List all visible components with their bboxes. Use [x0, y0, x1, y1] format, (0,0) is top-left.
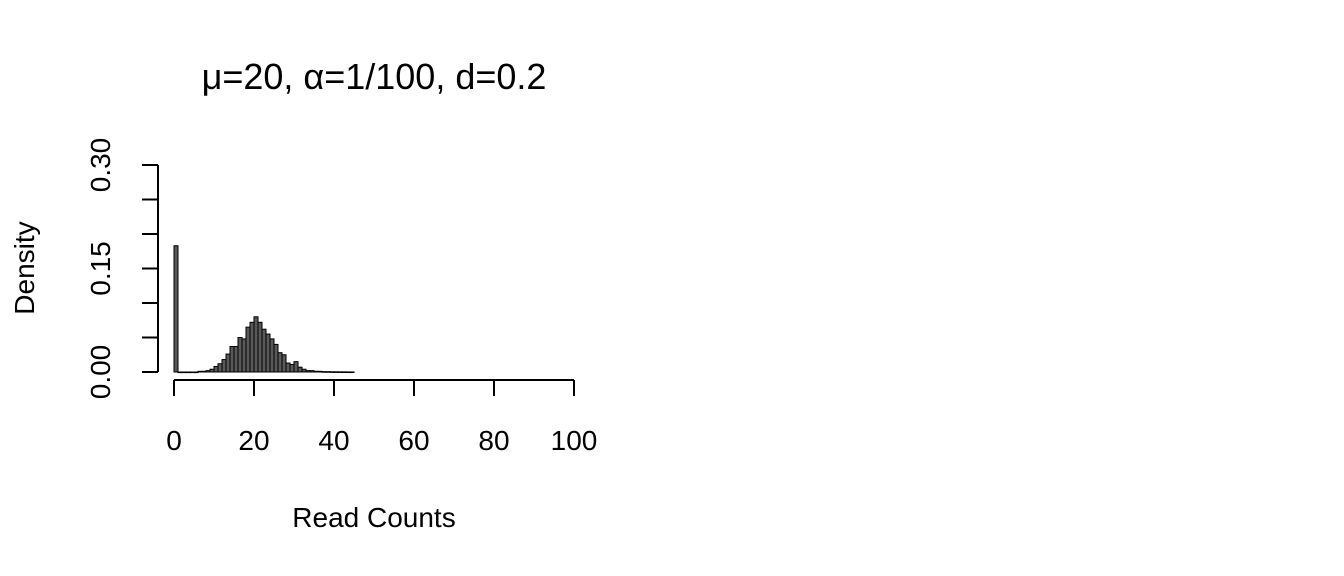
histogram-bar [210, 369, 214, 372]
y-axis [85, 138, 158, 400]
histogram-bar [282, 355, 286, 372]
histogram-bar [206, 371, 210, 372]
histogram-bar [334, 372, 338, 373]
histogram-bar [222, 360, 226, 372]
x-tick-label: 80 [478, 425, 510, 456]
histogram-bar [242, 339, 246, 372]
histogram-bar [254, 317, 258, 372]
histogram-bar [322, 372, 326, 373]
histogram-bar [338, 372, 342, 373]
y-tick-label: 0.15 [85, 241, 116, 296]
histogram-bar [174, 246, 178, 372]
histogram-bar [302, 369, 306, 372]
histogram-bar [346, 372, 350, 373]
histogram-bar [198, 371, 202, 372]
histogram-bar [238, 338, 242, 373]
histogram-bar [186, 372, 190, 373]
histogram-bar [218, 364, 222, 372]
x-tick-label: 100 [550, 425, 598, 456]
histogram-bar [306, 371, 310, 372]
histogram-bar [314, 371, 318, 372]
y-axis-label: Density [9, 221, 40, 315]
histogram-bar [350, 372, 354, 373]
histogram-bar [342, 372, 346, 373]
x-tick-label: 0 [166, 425, 182, 456]
histogram-bar [294, 362, 298, 372]
histogram-bar [330, 372, 334, 373]
histogram-bar [290, 364, 294, 372]
histogram-bar [270, 339, 274, 372]
histogram-bar [262, 329, 266, 372]
histogram-bar [194, 372, 198, 373]
x-axis-label: Read Counts [292, 502, 456, 533]
histogram-bar [230, 346, 234, 372]
histogram-bar [274, 344, 278, 372]
y-tick-label: 0.30 [85, 137, 116, 193]
histogram-bar [326, 372, 330, 373]
histogram-bar [266, 334, 270, 372]
histogram-bars [174, 246, 354, 373]
x-axis [166, 380, 597, 456]
histogram-bar [214, 366, 218, 372]
histogram-bar [310, 371, 314, 372]
histogram-bar [278, 353, 282, 372]
x-tick-label: 20 [238, 425, 270, 456]
histogram-bar [202, 371, 206, 372]
histogram-bar [226, 354, 230, 372]
histogram-bar [286, 363, 290, 372]
histogram-bar [182, 372, 186, 373]
histogram-bar [178, 372, 182, 373]
chart-title: μ=20, α=1/100, d=0.2 [201, 56, 547, 97]
histogram-bar [318, 371, 322, 372]
histogram-bar [190, 372, 194, 373]
histogram-bar [298, 367, 302, 372]
x-tick-label: 40 [318, 425, 350, 456]
x-tick-label: 60 [398, 425, 430, 456]
histogram-bar [250, 322, 254, 372]
histogram-bar [246, 327, 250, 372]
histogram-bar [258, 322, 262, 372]
y-tick-label: 0.00 [85, 344, 116, 400]
histogram-bar [234, 346, 238, 372]
